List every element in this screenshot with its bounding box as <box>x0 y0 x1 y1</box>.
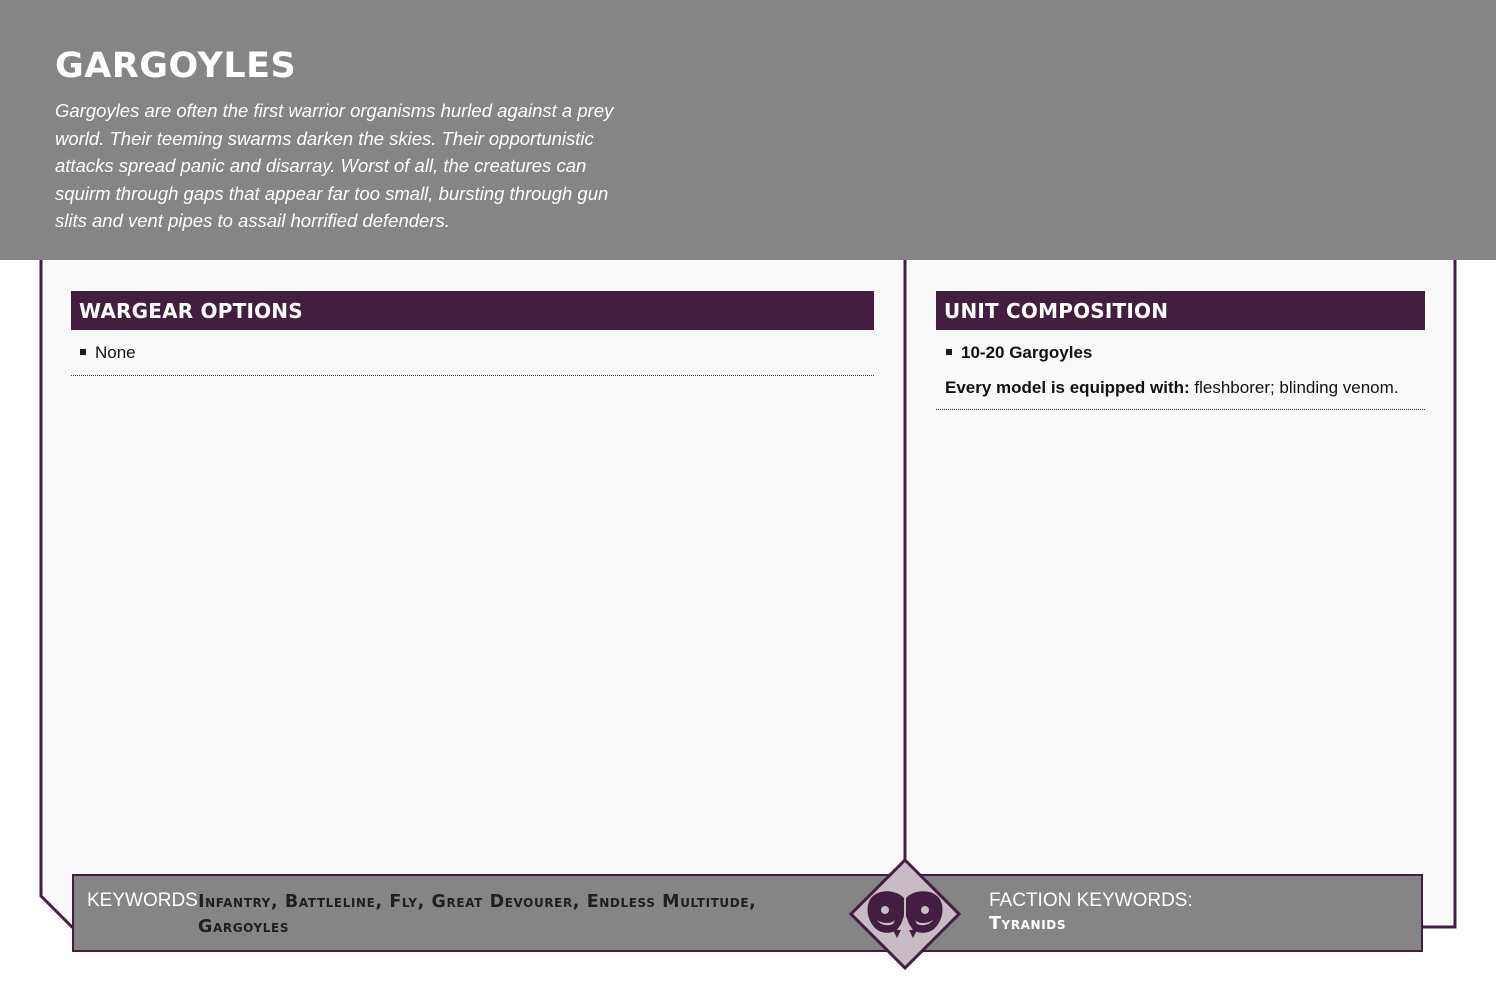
unit-lore: Gargoyles are often the first warrior organisms hurled against a prey world. Their teeming swarms darken the skies. Their opportunistic attacks spread panic and disarray. Worst of all, the creatures can squirm through gaps that appear far too small, bursting through gun slits and vent pipes to assail horrified defenders. <box>55 100 614 232</box>
faction-keywords-label: FACTION KEYWORDS: <box>989 890 1193 911</box>
unit-name: GARGOYLES <box>55 46 297 86</box>
wargear-divider <box>71 375 874 376</box>
faction-keywords-value: Tyranids <box>989 914 1067 934</box>
wargear-item <box>80 343 136 363</box>
equipped-label: Every model is equipped with: <box>945 378 1190 397</box>
wargear-item-label: None <box>95 343 136 362</box>
composition-item-label: 10-20 Gargoyles <box>961 343 1093 362</box>
bullet-icon <box>80 349 86 355</box>
unit-header <box>0 0 1496 260</box>
bullet-icon <box>946 349 952 355</box>
tyranid-faction-icon <box>849 858 961 970</box>
card-frame <box>39 250 1457 929</box>
equipped-value: fleshborer; blinding venom. <box>1189 378 1399 397</box>
composition-divider <box>936 409 1425 410</box>
wargear-options-header: WARGEAR OPTIONS <box>71 291 874 330</box>
keywords-label: KEYWORDS: <box>87 890 204 911</box>
keywords-values: Infantry, Battleline, Fly, Great Devourer, Endless Multitude, Gargoyles <box>198 892 757 937</box>
equipped-with <box>945 378 1399 398</box>
unit-composition-header: UNIT COMPOSITION <box>936 291 1425 330</box>
composition-item <box>946 343 1092 363</box>
